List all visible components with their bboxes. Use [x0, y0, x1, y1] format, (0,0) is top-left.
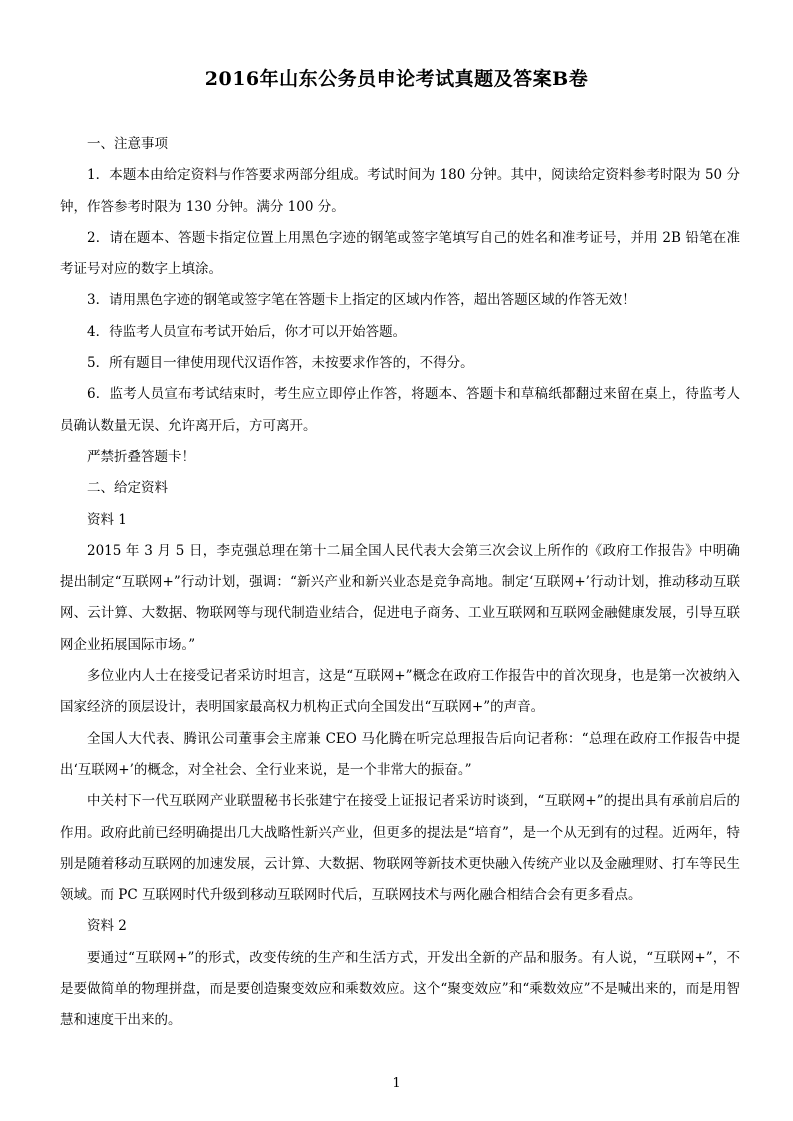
document-title: 2016年山东公务员申论考试真题及答案B卷	[204, 68, 589, 90]
material-2-label: 资料 2	[87, 918, 127, 935]
material-1-paragraph: 2015 年 3 月 5 日，李克强总理在第十二届全国人民代表大会第三次会议上所作的《政府工作报告》中明确提出制定“互联网+”行动计划，强调：“新兴产业和新兴业态是竞争高地。制定‘互联网+’行动计划，推动移动互联网、云计算、大数据、物联网等与现代制造业结合，促进电子商务、工业互联网和互联网金融健康发展，引导互联网企业拓展国际市场。”	[60, 542, 740, 653]
note-item-3: 3．请用黑色字迹的钢笔或签字笔在答题卡上指定的区域内作答，超出答题区域的作答无效！	[87, 292, 636, 309]
material-1-label: 资料 1	[87, 511, 127, 528]
note-item-4: 4．待监考人员宣布考试开始后，你才可以开始答题。	[87, 323, 407, 340]
note-item-2: 2．请在题本、答题卡指定位置上用黑色字迹的钢笔或签字笔填写自己的姓名和准考证号，并用 2B 铅笔在准考证号对应的数字上填涂。	[60, 229, 740, 278]
page-number: 1	[392, 1076, 401, 1091]
heading-notes: 一、注意事项	[87, 136, 168, 152]
material-1-paragraph: 全国人大代表、腾讯公司董事会主席兼 CEO 马化腾在听完总理报告后向记者称：“总理在政府工作报告中提出‘互联网+’的概念，对全社会、全行业来说，是一个非常大的振奋。”	[60, 730, 740, 778]
note-item-5: 5．所有题目一律使用现代汉语作答，未按要求作答的，不得分。	[87, 355, 474, 372]
document-body	[60, 129, 740, 1037]
note-item-6: 6．监考人员宣布考试结束时，考生应立即停止作答，将题本、答题卡和草稿纸都翻过来留在桌上，待监考人员确认数量无误、允许离开后，方可离开。	[60, 386, 740, 434]
material-1-paragraph: 中关村下一代互联网产业联盟秘书长张建宁在接受上证报记者采访时谈到，“互联网+”的提出具有承前启后的作用。政府此前已经明确提出几大战略性新兴产业，但更多的提法是“培育”，是一个从无到有的过程。近两年，特别是随着移动互联网的加速发展，云计算、大数据、物联网等新技术更快融入传统产业以及金融理财、打车等民生领域。而 PC 互联网时代升级到移动互联网时代后，互联网技术与两化融合相结合会有更多看点。	[60, 793, 740, 904]
material-1-paragraph: 多位业内人士在接受记者采访时坦言，这是“互联网+”概念在政府工作报告中的首次现身，也是第一次被纳入国家经济的顶层设计，表明国家最高权力机构正式向全国发出“互联网+”的声音。	[60, 668, 740, 716]
material-2-paragraph: 要通过“互联网+”的形式，改变传统的生产和生活方式，开发出全新的产品和服务。有人说，“互联网+”，不是要做简单的物理拼盘，而是要创造聚变效应和乘数效应。这个“聚变效应”和“乘数效应”不是喊出来的，而是用智慧和速度干出来的。	[60, 949, 740, 1029]
note-item-1: 1．本题本由给定资料与作答要求两部分组成。考试时间为 180 分钟。其中，阅读给定资料参考时限为 50 分钟，作答参考时限为 130 分钟。满分 100 分。	[60, 167, 740, 215]
heading-materials: 二、给定资料	[87, 480, 168, 497]
warning-text: 严禁折叠答题卡！	[87, 448, 195, 465]
